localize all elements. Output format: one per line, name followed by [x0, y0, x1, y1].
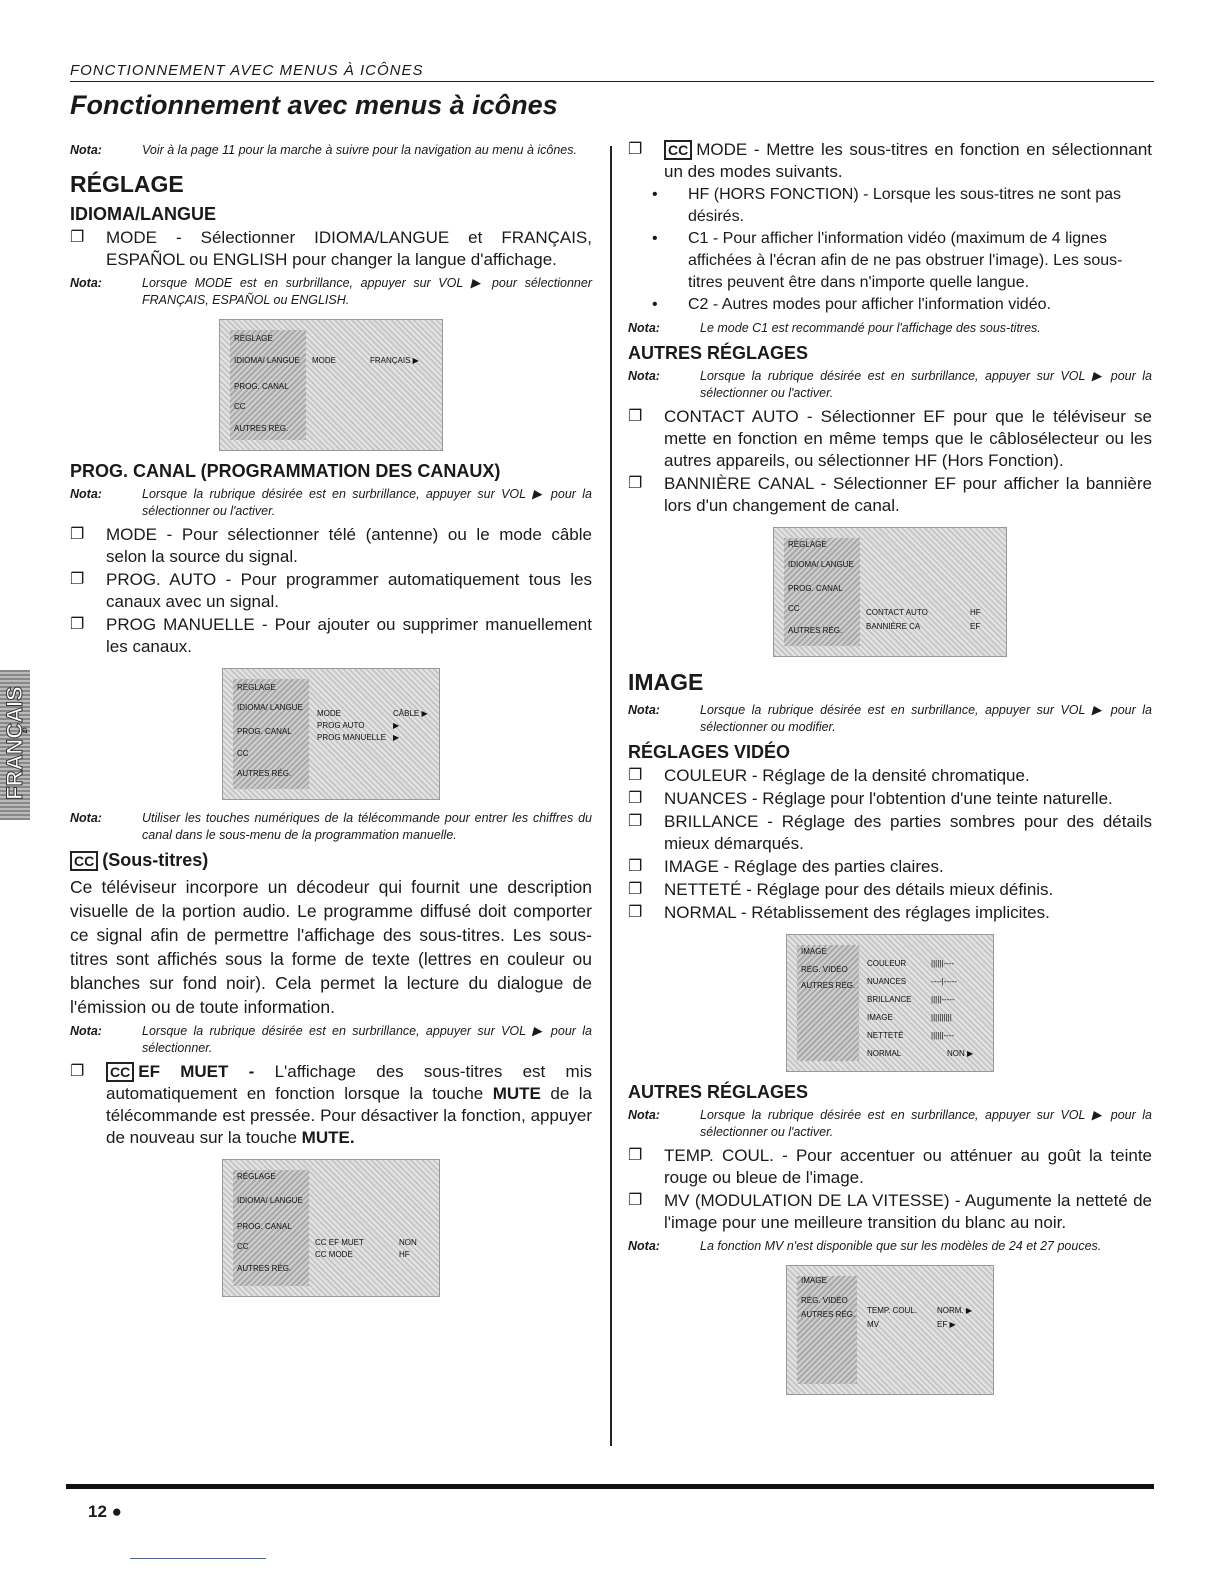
cc-icon: CC — [70, 851, 98, 871]
checkbox-icon: ❐ — [70, 571, 85, 588]
list-item: ❐ IMAGE - Réglage des parties claires. — [628, 857, 944, 876]
checkbox-icon: ❐ — [628, 475, 643, 492]
sub-item: • C2 - Autres modes pour afficher l'information vidéo. — [652, 296, 1051, 313]
note: Nota: Lorsque la rubrique désirée est en surbrillance, appuyer sur VOL ▶ pour la sélectionner ou modifier. — [628, 703, 1152, 734]
cc-icon: CC — [664, 140, 692, 160]
list-item: ❐ BRILLANCE - Réglage des parties sombres pour des détails mieux démarqués. — [628, 812, 1152, 853]
list-item: ❐ CC EF MUET - L'affichage des sous-titres est mis automatiquement en fonction lorsque la touche MUTE de la télécommande est pressée. Pour désactiver la fonction, appuyer de nouveau sur la touche MUTE. — [70, 1062, 592, 1147]
note: Nota: La fonction MV n'est disponible que sur les modèles de 24 et 27 pouces. — [628, 1239, 1102, 1253]
note: Nota: Lorsque la rubrique désirée est en surbrillance, appuyer sur VOL ▶ pour la sélectionner ou l'activer. — [628, 1108, 1152, 1139]
subheading-prog-canal: PROG. CANAL (PROGRAMMATION DES CANAUX) — [70, 461, 501, 481]
menu-screenshot-prog-canal: RÉGLAGE IDIOMA/ LANGUE PROG. CANAL CC AUTRES RÉG. MODE PROG AUTO PROG MANUELLE CÂBLE ▶ ▶ ▶ — [222, 668, 440, 800]
note: Nota: Le mode C1 est recommandé pour l'affichage des sous-titres. — [628, 321, 1041, 335]
menu-sidebar — [797, 945, 859, 1061]
list-item: ❐ NORMAL - Rétablissement des réglages implicites. — [628, 903, 1050, 922]
menu-sidebar — [797, 1276, 857, 1384]
menu-screenshot-idioma: RÉGLAGE IDIOMA/ LANGUE PROG. CANAL CC AUTRES RÉG. MODE FRANÇAIS ▶ — [219, 319, 443, 451]
footer-link-line — [130, 1558, 266, 1559]
running-header: FONCTIONNEMENT AVEC MENUS À ICÔNES — [70, 62, 1154, 82]
section-heading-image: IMAGE — [628, 669, 704, 695]
section-heading-reglage: RÉGLAGE — [70, 171, 184, 197]
subheading-autres-reglages: AUTRES RÉGLAGES — [628, 343, 809, 363]
list-item: ❐ PROG MANUELLE - Pour ajouter ou supprimer manuellement les canaux. — [70, 615, 592, 656]
paragraph: Ce téléviseur incorpore un décodeur qui fournit une description visuelle de la portion audio. Le programme diffusé doit comporter ce signal afin de permettre l'affichage des sous-titres. Les sous-titres sont affichés sous la forme de texte (lettres en couleur ou blanches sur fond noir). Cela permet la lecture du dialogue de l'émission ou de toute information. — [70, 877, 592, 1017]
list-item: ❐ MV (MODULATION DE LA VITESSE) - Augumente la netteté de l'image pour une meilleure transition du blanc au noir. — [628, 1191, 1152, 1232]
checkbox-icon: ❐ — [628, 790, 643, 807]
menu-screenshot-autres-image: IMAGE RÉG. VIDÉO AUTRES RÉG. TEMP. COUL. MV NORM. ▶ EF ▶ — [786, 1265, 994, 1395]
page-title: Fonctionnement avec menus à icônes — [70, 90, 558, 120]
checkbox-icon: ❐ — [628, 141, 643, 158]
list-item: ❐ CC MODE - Mettre les sous-titres en fonction en sélectionnant un des modes suivants. — [628, 140, 1152, 181]
page-number: 12 ● — [88, 1502, 122, 1521]
checkbox-icon: ❐ — [70, 229, 85, 246]
sub-item: • HF (HORS FONCTION) - Lorsque les sous-titres ne sont pas désirés. — [652, 186, 1121, 225]
list-item: ❐ MODE - Sélectionner IDIOMA/LANGUE et FRANÇAIS, ESPAÑOL ou ENGLISH pour changer la langue d'affichage. — [70, 228, 592, 269]
checkbox-icon: ❐ — [70, 1063, 85, 1080]
language-tab-label: FRANÇAIS — [2, 686, 27, 800]
checkbox-icon: ❐ — [70, 616, 85, 633]
right-column — [628, 138, 1152, 1405]
column-divider — [610, 146, 612, 1446]
footer-rule — [66, 1484, 1154, 1489]
checkbox-icon: ❐ — [70, 526, 85, 543]
note: Nota: Lorsque la rubrique désirée est en surbrillance, appuyer sur VOL ▶ pour la sélectionner. — [70, 1024, 592, 1055]
checkbox-icon: ❐ — [628, 813, 643, 830]
list-item: ❐ PROG. AUTO - Pour programmer automatiquement tous les canaux avec un signal. — [70, 570, 592, 611]
checkbox-icon: ❐ — [628, 858, 643, 875]
checkbox-icon: ❐ — [628, 1147, 643, 1164]
menu-screenshot-cc: RÉGLAGE IDIOMA/ LANGUE PROG. CANAL CC AUTRES RÉG. CC EF MUET CC MODE NON HF — [222, 1159, 440, 1297]
menu-screenshot-autres: RÉGLAGE IDIOMA/ LANGUE PROG. CANAL CC AUTRES RÉG. CONTACT AUTO BANNIÈRE CA HF EF — [773, 527, 1007, 657]
note: Nota: Lorsque la rubrique désirée est en surbrillance, appuyer sur VOL ▶ pour la sélectionner ou l'activer. — [70, 487, 592, 518]
list-item: ❐ CONTACT AUTO - Sélectionner EF pour que le téléviseur se mette en fonction en même temps que le câblosélecteur ou les autres appareils, ou sélectionner HF (Hors Fonction). — [628, 407, 1152, 470]
checkbox-icon: ❐ — [628, 767, 643, 784]
list-item: ❐ TEMP. COUL. - Pour accentuer ou atténuer au goût la teinte rouge ou bleue de l'image. — [628, 1146, 1152, 1187]
sub-item: • C1 - Pour afficher l'information vidéo (maximum de 4 lignes affichées à l'écran afin de ne pas obstruer l'image). Les sous-titres peuvent être dans n'importe quelle langue. — [652, 230, 1123, 291]
list-item: ❐ MODE - Pour sélectionner télé (antenne) ou le mode câble selon la source du signal. — [70, 525, 592, 566]
menu-screenshot-video: IMAGE RÉG. VIDÉO AUTRES RÉG. COULEUR NUANCES BRILLANCE IMAGE NETTETÉ NORMAL ||||||---- ----|----- |||||----- |||||||||| ||||||---- NON ▶ — [786, 934, 994, 1072]
list-item: ❐ NUANCES - Réglage pour l'obtention d'une teinte naturelle. — [628, 789, 1113, 808]
cc-icon: CC — [106, 1062, 134, 1082]
list-item: ❐ COULEUR - Réglage de la densité chromatique. — [628, 766, 1030, 785]
subheading-autres-reglages-image: AUTRES RÉGLAGES — [628, 1082, 809, 1102]
note: Nota: Lorsque la rubrique désirée est en surbrillance, appuyer sur VOL ▶ pour la sélectionner ou l'activer. — [628, 369, 1152, 400]
subheading-reglages-video: RÉGLAGES VIDÉO — [628, 742, 791, 762]
left-column — [70, 138, 592, 1307]
note: Nota: Voir à la page 11 pour la marche à suivre pour la navigation au menu à icônes. — [70, 143, 577, 157]
note: Nota: Utiliser les touches numériques de la télécommande pour entrer les chiffres du canal dans le sous-menu de la programmation manuelle. — [70, 811, 592, 842]
note: Nota: Lorsque MODE est en surbrillance, appuyer sur VOL ▶ pour sélectionner FRANÇAIS, ESPAÑOL ou ENGLISH. — [70, 276, 592, 307]
checkbox-icon: ❐ — [628, 881, 643, 898]
checkbox-icon: ❐ — [628, 904, 643, 921]
subheading-sous-titres: CC (Sous-titres) — [70, 850, 592, 871]
list-item: ❐ BANNIÈRE CANAL - Sélectionner EF pour afficher la bannière lors d'un changement de canal. — [628, 474, 1152, 515]
checkbox-icon: ❐ — [628, 408, 643, 425]
list-item: ❐ NETTETÉ - Réglage pour des détails mieux définis. — [628, 880, 1054, 899]
subheading-idioma: IDIOMA/LANGUE — [70, 204, 216, 224]
checkbox-icon: ❐ — [628, 1192, 643, 1209]
